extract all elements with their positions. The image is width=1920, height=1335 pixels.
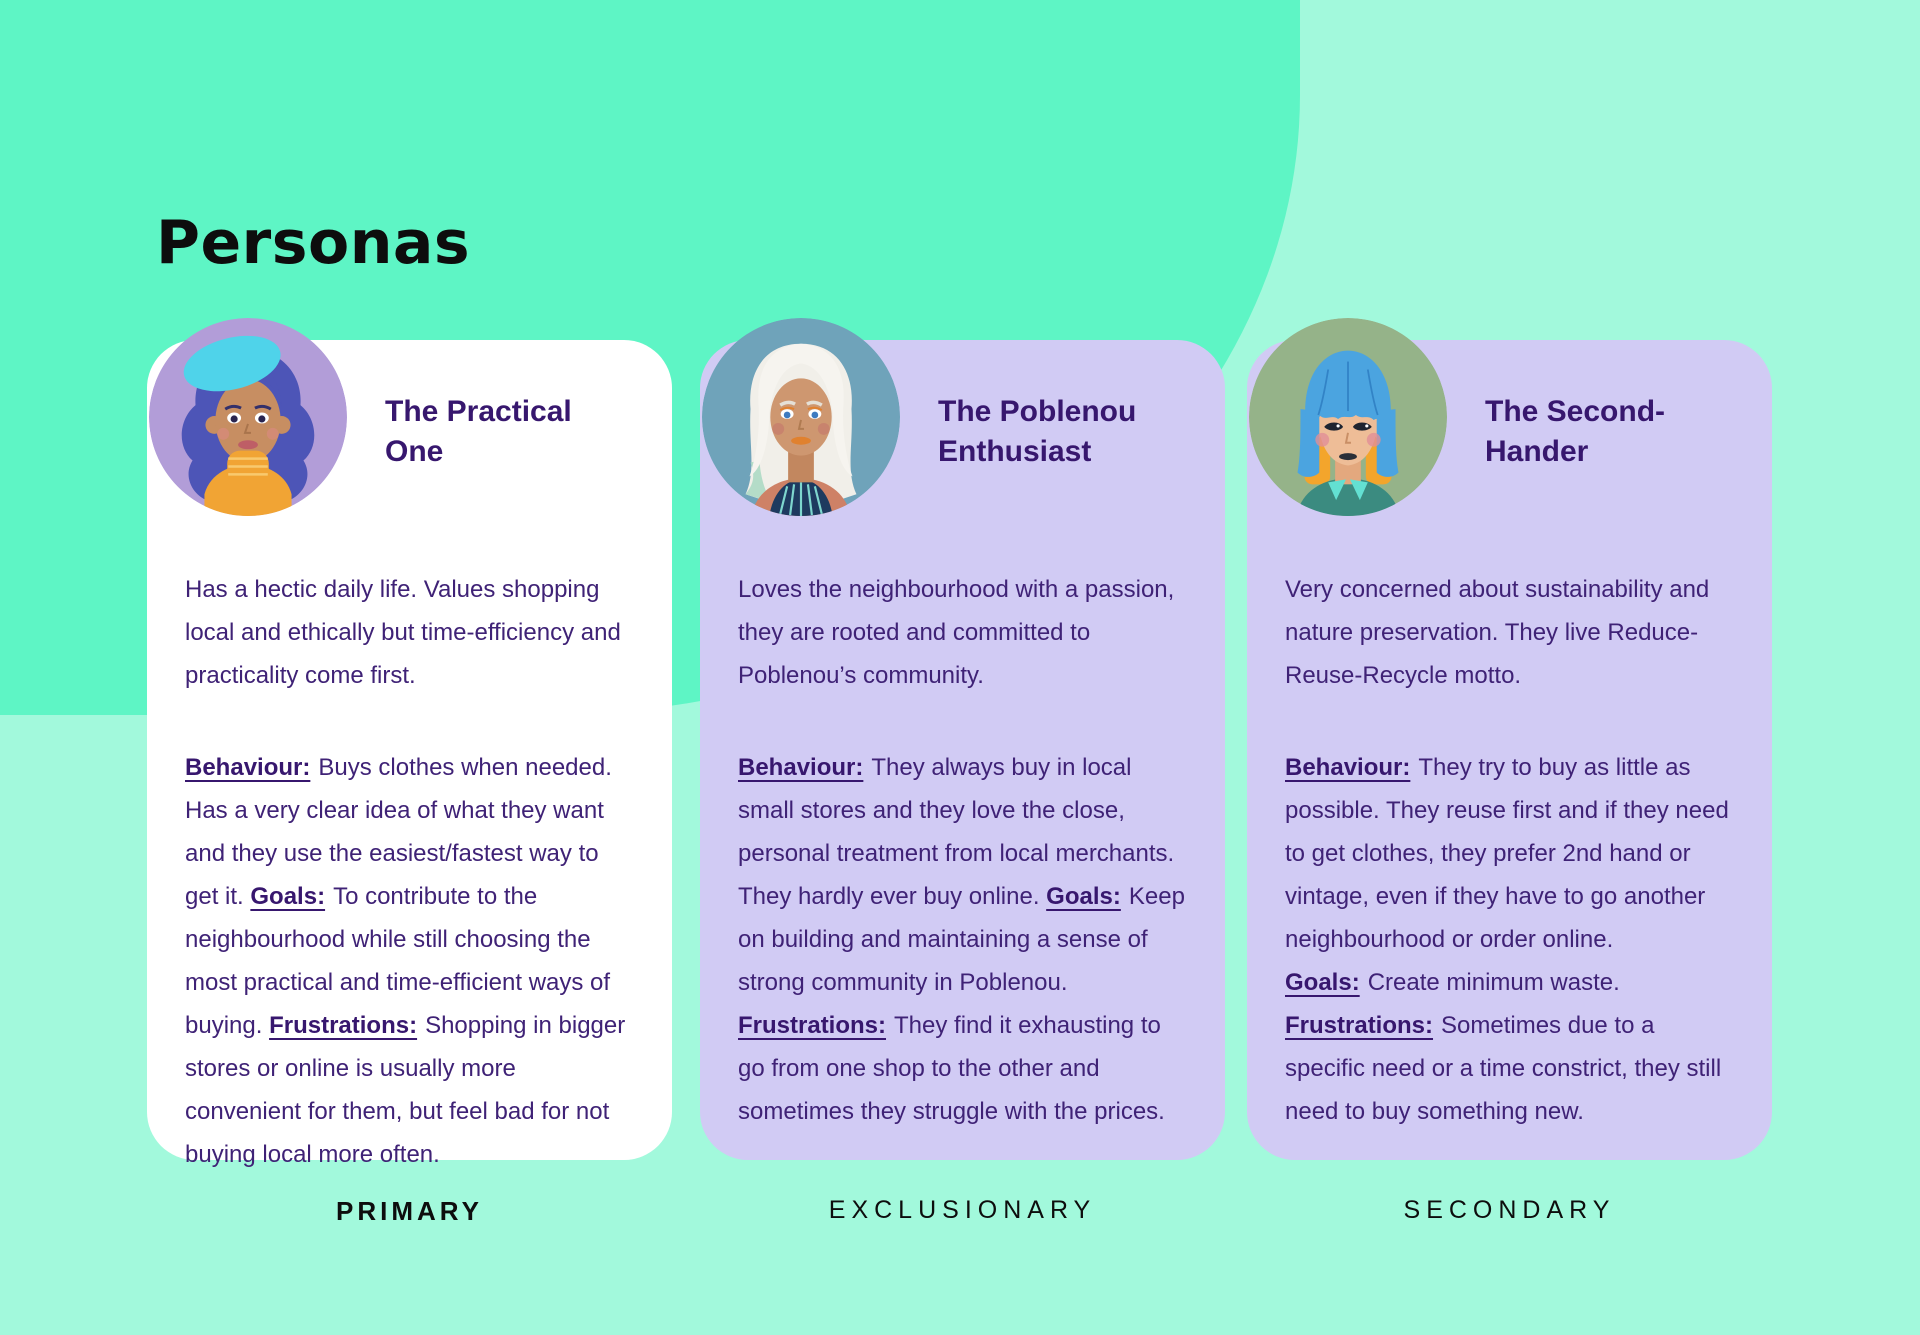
frustrations-label: Frustrations:	[269, 1012, 418, 1039]
goals-text: Keep on building and maintaining a sense of strong community in Poblenou.	[738, 883, 1185, 996]
avatar-woman-purple-hair-teal-beret-icon	[149, 318, 347, 516]
persona-title: The Second-Hander	[1485, 395, 1666, 468]
goals-text: To contribute to the neighbourhood while still choosing the most practical and time-efficient ways of buying.	[185, 883, 611, 1039]
persona-card-second-hander	[1247, 340, 1772, 1160]
persona-intro: Loves the neighbourhood with a passion, they are rooted and committed to Poblenou’s community.	[738, 576, 1175, 689]
persona-traits	[738, 746, 1190, 1133]
frustrations-text: Sometimes due to a specific need or a time constrict, they still need to buy something new.	[1285, 1012, 1722, 1125]
persona-card-practical-one	[147, 340, 672, 1168]
goals-label: Goals:	[1046, 883, 1121, 910]
frustrations-label: Frustrations:	[738, 1012, 887, 1039]
goals-label: Goals:	[250, 883, 326, 910]
persona-column-practical-one	[147, 340, 672, 1227]
goals-text: Create minimum waste.	[1367, 969, 1620, 996]
avatar-girl-blue-bob-hair-icon	[1249, 318, 1447, 516]
behaviour-label: Behaviour:	[185, 754, 311, 781]
tier-label-primary: PRIMARY	[336, 1196, 483, 1226]
persona-title: The Practical One	[385, 395, 572, 468]
persona-card-poblenou-enthusiast	[700, 340, 1225, 1160]
persona-title: The Poblenou Enthusiast	[938, 395, 1137, 468]
persona-description	[185, 568, 637, 1176]
frustrations-label: Frustrations:	[1285, 1012, 1434, 1039]
behaviour-text: Buys clothes when needed. Has a very clear idea of what they want and they use the easiest/fastest way to get it.	[185, 754, 612, 910]
tier-label-exclusionary: EXCLUSIONARY	[828, 1196, 1097, 1224]
persona-traits	[1285, 746, 1737, 1133]
persona-description	[738, 568, 1190, 1133]
behaviour-text: They try to buy as little as possible. They reuse first and if they need to get clothes, they prefer 2nd hand or vintage, even if they have to go another neighbourhood or order online.	[1285, 754, 1729, 953]
persona-column-second-hander	[1247, 340, 1772, 1225]
persona-traits	[185, 746, 637, 1176]
page-title: Personas	[156, 208, 471, 279]
persona-intro: Very concerned about sustainability and nature preservation. They live Reduce-Reuse-Recycle motto.	[1285, 576, 1710, 689]
tier-label-secondary: SECONDARY	[1403, 1196, 1616, 1224]
persona-column-poblenou-enthusiast	[700, 340, 1225, 1225]
behaviour-label: Behaviour:	[1285, 754, 1411, 781]
behaviour-label: Behaviour:	[738, 754, 864, 781]
persona-description	[1285, 568, 1737, 1133]
persona-intro: Has a hectic daily life. Values shopping local and ethically but time-efficiency and practicality come first.	[185, 576, 621, 689]
goals-label: Goals:	[1285, 969, 1360, 996]
avatar-woman-white-hair-icon	[702, 318, 900, 516]
behaviour-text: They always buy in local small stores and they love the close, personal treatment from local merchants. They hardly ever buy online.	[738, 754, 1175, 910]
frustrations-text: They find it exhausting to go from one shop to the other and sometimes they struggle with the prices.	[738, 1012, 1165, 1125]
frustrations-text: Shopping in bigger stores or online is usually more convenient for them, but feel bad for not buying local more often.	[185, 1012, 626, 1168]
